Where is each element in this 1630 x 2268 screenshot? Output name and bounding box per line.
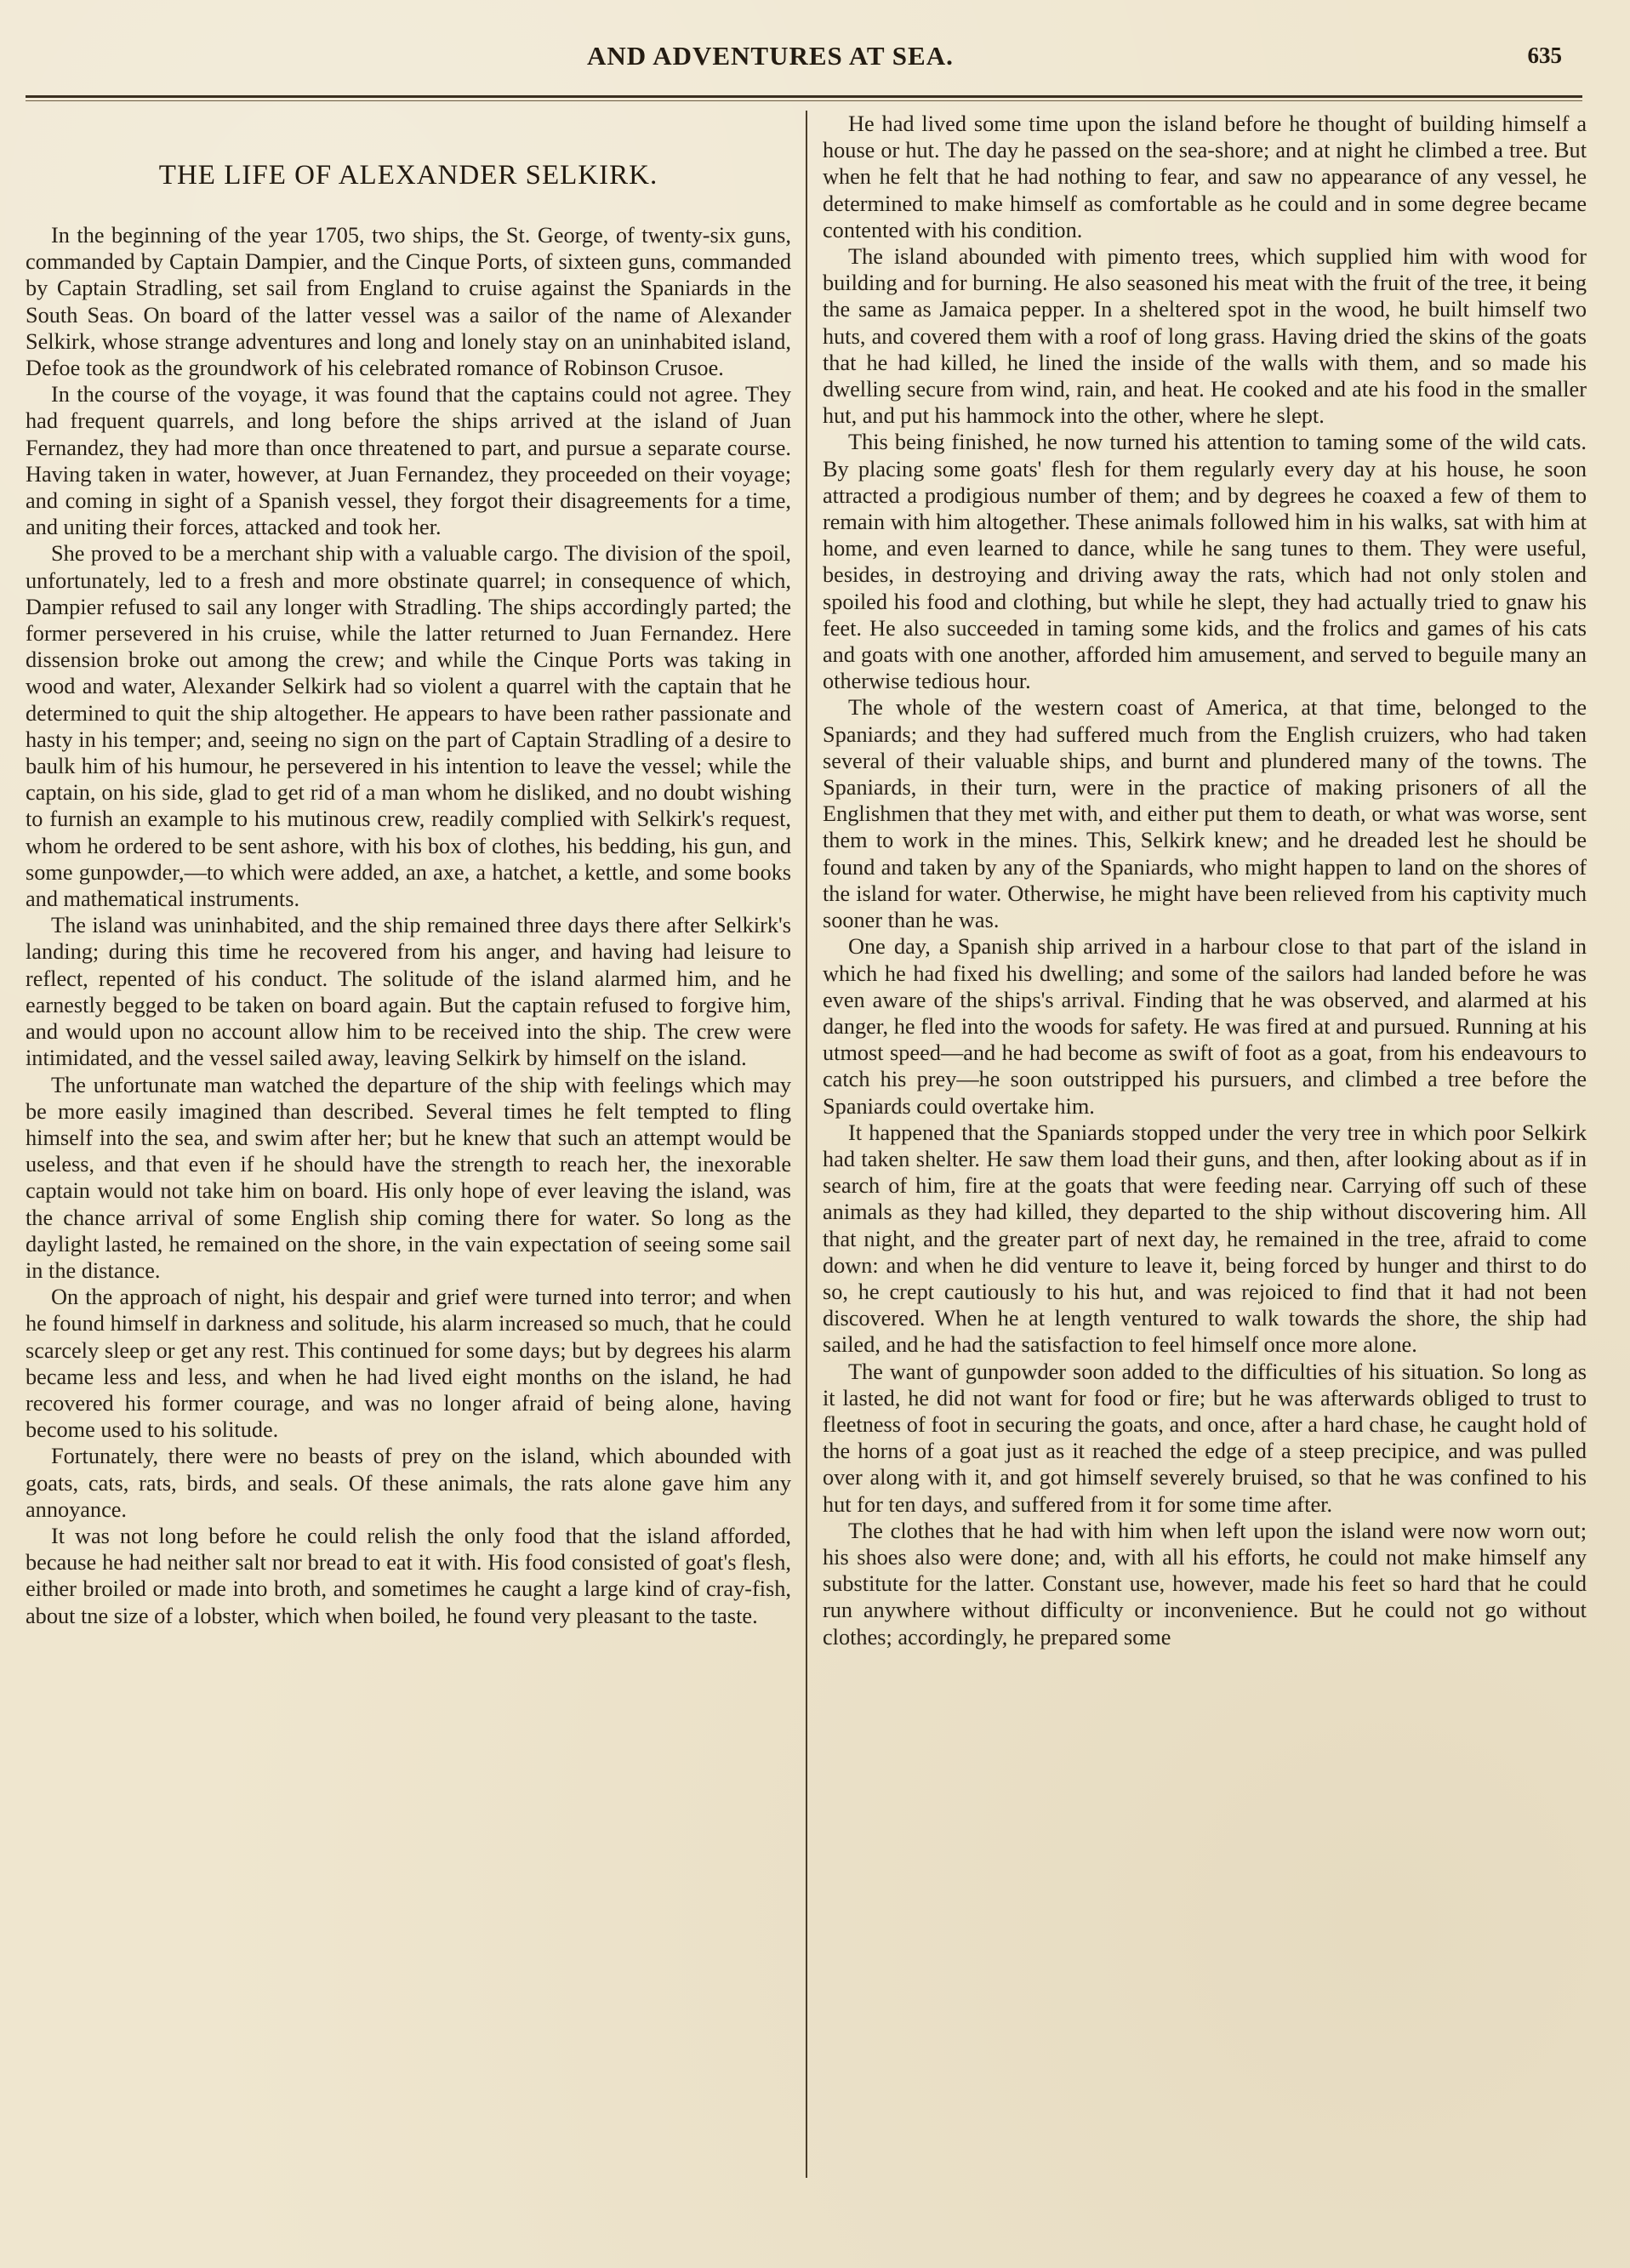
running-title: AND ADVENTURES AT SEA. xyxy=(587,41,954,71)
paragraph: It was not long before he could relish the only food that the island afforded, because he had neither salt nor bread to eat it with. His food consisted of goat's flesh, either broiled or made into broth, and sometimes he caught a large kind of cray-fish, about tne size of a lobster, which when boiled, he found very pleasant to the taste. xyxy=(26,1523,791,1628)
article-title: THE LIFE OF ALEXANDER SELKIRK. xyxy=(158,160,658,191)
paragraph: On the approach of night, his despair and grief were turned into terror; and when he found himself in darkness and solitude, his alarm increased so much, that he could scarcely sleep or get any rest. This continued for some days; but by degrees his alarm became less and less, and when he had lived eight months on the island, he had recovered his former courage, and was no longer afraid of being alone, having become used to his solitude. xyxy=(26,1285,791,1443)
paragraph: In the course of the voyage, it was found that the captains could not agree. They had frequent quarrels, and long before the ships arrived at the island of Juan Fernandez, they had more than once threatened to part, and pursue a separate course. Having taken in water, however, at Juan Fernandez, they proceeded on their voyage; and coming in sight of a Spanish vessel, they forgot their disagreements for a time, and uniting their forces, attacked and took her. xyxy=(26,382,791,540)
paragraph: The whole of the western coast of America, at that time, belonged to the Spaniards; and they had suffered much from the English cruizers, who had taken several of their valuable ships, and burnt and plundered many of the towns. The Spaniards, in their turn, were in the practice of making prisoners of all the Englishmen that they met with, and either put them to death, or what was worse, sent them to work in the mines. This, Selkirk knew; and he dreaded lest he should be found and taken by any of the Spaniards, who might happen to land on the shores of the island for water. Otherwise, he might have been relieved from his captivity much sooner than he was. xyxy=(823,695,1587,933)
header-rule xyxy=(26,95,1582,98)
paragraph: The clothes that he had with him when left upon the island were now worn out; his shoes also were done; and, with all his efforts, he could not make himself any substitute for the latter. Constant use, however, made his feet so hard that he could run anywhere without difficulty or inconvenience. But he could not go without clothes; accordingly, he prepared some xyxy=(823,1518,1587,1650)
paragraph: The unfortunate man watched the departure of the ship with feelings which may be more easily imagined than described. Several times he felt tempted to fling himself into the sea, and swim after her; but he knew that such an attempt would be useless, and that even if he should have the strength to reach her, the inexorable captain would not take him on board. His only hope of ever leaving the island, was the chance arrival of some English ship coming there for water. So long as the daylight lasted, he remained on the shore, in the vain expectation of seeing some sail in the distance. xyxy=(26,1072,791,1283)
paragraph: The want of gunpowder soon added to the difficulties of his situation. So long as it lasted, he did not want for food or fire; but he was afterwards obliged to trust to fleetness of foot in securing the goats, and once, after a hard chase, he caught hold of the horns of a goat just as it reached the edge of a steep precipice, and was pulled over along with it, and got himself severely bruised, so that he was confined to his hut for ten days, and suffered from it for some time after. xyxy=(823,1359,1587,1517)
header-rule-thin xyxy=(26,100,1582,101)
paragraph: It happened that the Spaniards stopped under the very tree in which poor Selkirk had taken shelter. He saw them load their guns, and then, after looking about as if in search of him, fire at the goats that were feeding near. Carrying off such of these animals as they had killed, they departed to the ship without discovering him. All that night, and the greater part of next day, he remained in the tree, afraid to come down: and when he did venture to leave it, being forced by hunger and thirst to do so, he crept cautiously to his hut, and was rejoiced to find that it had not been discovered. When he at length ventured to walk towards the shore, the ship had sailed, and he had the satisfaction to feel himself once more alone. xyxy=(823,1120,1587,1358)
paragraph: Fortunately, there were no beasts of prey on the island, which abounded with goats, cats, rats, birds, and seals. Of these animals, the rats alone gave him any annoyance. xyxy=(26,1444,791,1522)
paragraph: This being finished, he now turned his attention to taming some of the wild cats. By placing some goats' flesh for them regularly every day at his house, he soon attracted a prodigious number of them; and by degrees he coaxed a few of them to remain with him altogether. These animals followed him in his walks, sat with him at home, and even learned to dance, while he sang tunes to them. They were useful, besides, in destroying and driving away the rats, which had not only stolen and spoiled his food and clothing, but while he slept, they had actually tried to gnaw his feet. He also succeeded in taming some kids, and the frolics and games of his cats and goats with one another, afforded him amusement, and served to beguile many an otherwise tedious hour. xyxy=(823,430,1587,694)
paragraph: One day, a Spanish ship arrived in a harbour close to that part of the island in which he had fixed his dwelling; and some of the sailors had landed before he was even aware of the ships's arrival. Finding that he was observed, and alarmed at his danger, he fled into the woods for safety. He was fired at and pursued. Running at his utmost speed—and he had become as swift of foot as a goat, from his endeavours to catch his prey—he soon outstripped his pursuers, and climbed a tree before the Spaniards could overtake him. xyxy=(823,934,1587,1119)
page-number: 635 xyxy=(1527,43,1562,68)
paragraph: The island abounded with pimento trees, which supplied him with wood for building and for burning. He also seasoned his meat with the fruit of the tree, it being the same as Jamaica pepper. In a sheltered spot in the wood, he built himself two huts, and covered them with a roof of long grass. Having dried the skins of the goats that he had killed, he lined the inside of the walls with them, and so made his dwelling secure from wind, rain, and heat. He cooked and ate his food in the smaller hut, and put his hammock into the other, where he slept. xyxy=(823,244,1587,429)
right-column xyxy=(823,111,1587,2178)
paragraph: He had lived some time upon the island before he thought of building himself a house or hut. The day he passed on the sea-shore; and at night he climbed a tree. But when he felt that he had nothing to fear, and saw no appearance of any vessel, he determined to make himself as comfortable as he could and in some degree became contented with his condition. xyxy=(823,111,1587,242)
paragraph: In the beginning of the year 1705, two ships, the St. George, of twenty-six guns, commanded by Captain Dampier, and the Cinque Ports, of sixteen guns, commanded by Captain Stradling, set sail from England to cruise against the Spaniards in the South Seas. On board of the latter vessel was a sailor of the name of Alexander Selkirk, whose strange adventures and long and lonely stay on an uninhabited island, Defoe took as the groundwork of his celebrated romance of Robinson Crusoe. xyxy=(26,223,791,381)
paragraph: The island was uninhabited, and the ship remained three days there after Selkirk's landing; during this time he recovered from his anger, and having had leisure to reflect, repented of his conduct. The solitude of the island alarmed him, and he earnestly begged to be taken on board again. But the captain refused to forgive him, and would upon no account allow him to be received into the ship. The crew were intimidated, and the vessel sailed away, leaving Selkirk by himself on the island. xyxy=(26,913,791,1071)
column-divider xyxy=(806,111,807,2178)
paragraph: She proved to be a merchant ship with a valuable cargo. The division of the spoil, unfortunately, led to a fresh and more obstinate quarrel; in consequence of which, Dampier refused to sail any longer with Stradling. The ships accordingly parted; the former persevered in his cruise, while the latter returned to Juan Fernandez. Here dissension broke out among the crew; and while the Cinque Ports was taking in wood and water, Alexander Selkirk had so violent a quarrel with the captain that he determined to quit the ship altogether. He appears to have been rather passionate and hasty in his temper; and, seeing no sign on the part of Captain Stradling of a desire to baulk him of his humour, he persevered in his intention to leave the vessel; while the captain, on his side, glad to get rid of a man whom he disliked, and no doubt wishing to furnish an example to his mutinous crew, readily complied with Selkirk's request, whom he ordered to be sent ashore, with his box of clothes, his bedding, his gun, and some gunpowder,—to which were added, an axe, a hatchet, a kettle, and some books and mathematical instruments. xyxy=(26,541,791,912)
running-header xyxy=(0,34,1630,85)
left-column xyxy=(26,111,791,2178)
